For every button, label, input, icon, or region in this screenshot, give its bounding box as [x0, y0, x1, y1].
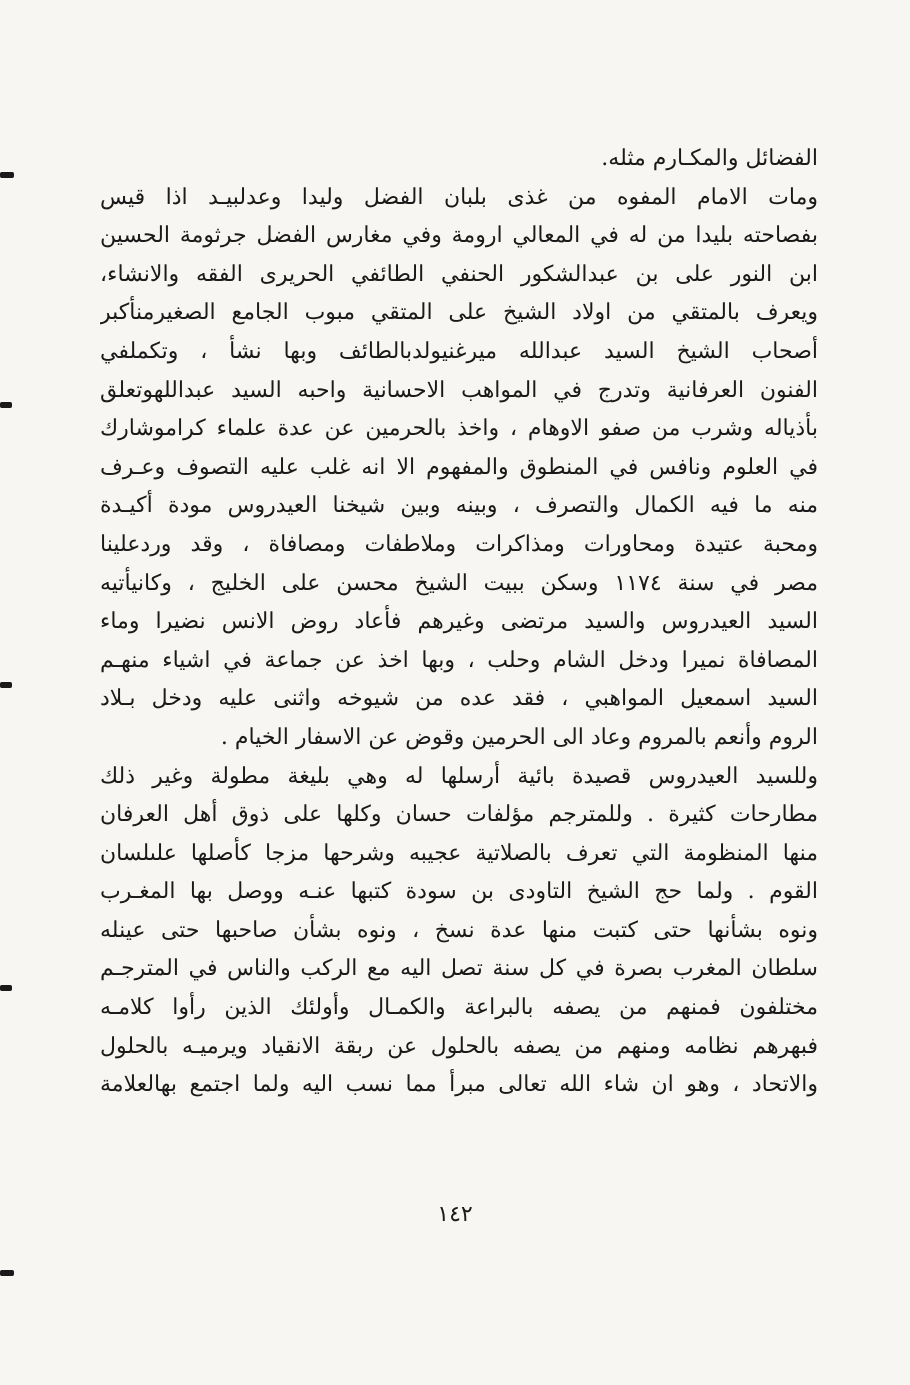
text-line: المصافاة نميرا ودخل الشام وحلب ، وبها اخذ عن جماعة في اشياء منهـم: [100, 647, 818, 673]
text-line: أصحاب الشيخ السيد عبدالله ميرغنيولدبالطائف وبها نشأ ، وتكملفي: [100, 338, 818, 364]
text-line: السيد العيدروس والسيد مرتضى وغيرهم فأعاد روض الانس نضيرا وماء: [100, 609, 818, 635]
text-line: ومات الامام المفوه من غذى بلبان الفضل وليدا وعدلبيـد اذا قيس: [100, 184, 818, 210]
margin-mark: [0, 682, 12, 688]
text-line: الفنون العرفانية وتدرج في المواهب الاحسانية واحبه السيد عبداللهوتعلق: [100, 377, 818, 403]
text-line: فبهرهم نظامه ومنهم من يصفه بالحلول عن ربقة الانقياد ويرميـه بالحلول: [100, 1033, 818, 1059]
margin-mark: [0, 402, 12, 408]
text-line: القوم . ولما حج الشيخ التاودى بن سودة كتبها عنـه ووصل بها المغـرب: [100, 879, 818, 905]
text-line: والاتحاد ، وهو ان شاء الله تعالى مبرأ مما نسب اليه ولما اجتمع بهالعلامة: [100, 1072, 818, 1098]
text-line: وللسيد العيدروس قصيدة بائية أرسلها له وهي بليغة مطولة وغير ذلك: [100, 763, 818, 789]
text-line: منها المنظومة التي تعرف بالصلاتية عجيبه وشرحها مزجا كأصلها علىلسان: [100, 840, 818, 866]
page-number: ١٤٢: [437, 1202, 473, 1227]
margin-mark: [0, 1270, 14, 1276]
text-line: منه ما فيه الكمال والتصرف ، وبينه وبين شيخنا العيدروس مودة أكيـدة: [100, 493, 818, 519]
text-line: الروم وأنعم بالمروم وعاد الى الحرمين وقوض عن الاسفار الخيام .: [220, 724, 818, 750]
text-line: بأذياله وشرب من صفو الاوهام ، واخذ بالحرمين عن عدة علماء كراموشارك: [100, 416, 818, 442]
text-line: الفضائل والمكـارم مثله.: [601, 146, 818, 171]
text-line: مختلفون فمنهم من يصفه بالبراعة والكمـال وأولئك الذين رأوا كلامـه: [100, 995, 818, 1021]
text-line: مطارحات كثيرة . وللمترجم مؤلفات حسان وكلها على ذوق أهل العرفان: [100, 802, 818, 828]
text-line: ومحبة عتيدة ومحاورات ومذاكرات وملاطفات ومصافاة ، وقد وردعلينا: [100, 531, 818, 557]
text-line: في العلوم ونافس في المنطوق والمفهوم الا انه غلب عليه التصوف وعـرف: [100, 454, 818, 480]
text-line: ابن النور على بن عبدالشكور الحنفي الطائفي الحريرى الفقه والانشاء،: [100, 261, 818, 287]
margin-mark: [0, 985, 12, 991]
text-line: ويعرف بالمتقي من اولاد الشيخ على المتقي مبوب الجامع الصغيرمنأكبر: [100, 300, 818, 326]
text-line: سلطان المغرب بصرة في كل سنة تصل اليه مع الركب والناس في المترجـم: [100, 956, 818, 982]
body-text: [100, 140, 818, 1105]
text-line: ونوه بشأنها حتى كتبت منها عدة نسخ ، ونوه بشأن صاحبها حتى عينله: [100, 917, 818, 943]
margin-mark: [0, 172, 14, 178]
text-line: بفصاحته بليدا من له في المعالي ارومة وفي مغارس الفضل جرثومة الحسين: [100, 223, 818, 249]
text-line: مصر في سنة ١١٧٤ وسكن ببيت الشيخ محسن على الخليج ، وكانيأتيه: [100, 570, 818, 596]
text-line: السيد اسمعيل المواهبي ، فقد عده من شيوخه واثنى عليه ودخل بـلاد: [100, 686, 818, 712]
